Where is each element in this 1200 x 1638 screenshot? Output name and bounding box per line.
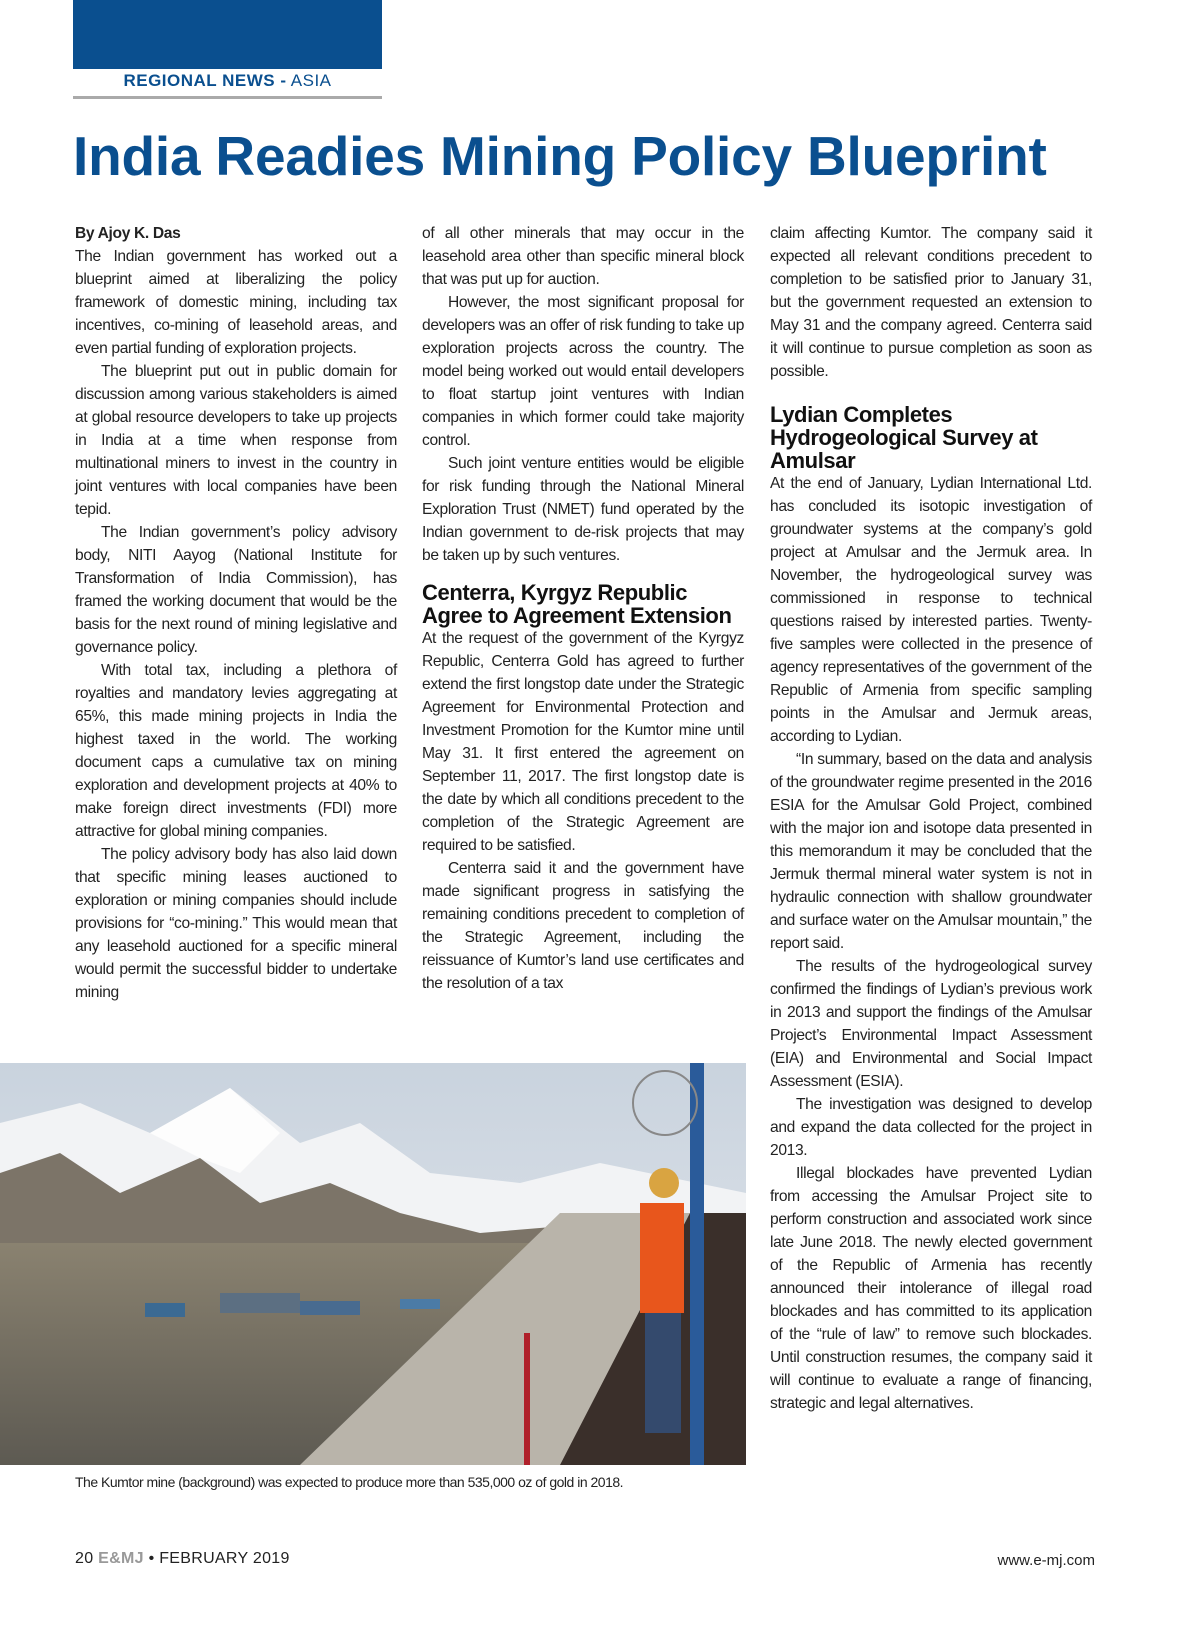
section-region: ASIA <box>290 71 332 90</box>
photo-caption: The Kumtor mine (background) was expected to produce more than 535,000 oz of gold in 2018. <box>75 1474 624 1490</box>
paragraph: Centerra said it and the government have made significant progress in satisfying the remaining conditions precedent to completion of the Strategic Agreement, including the reissuance of Kumtor’s land use certificates and the resolution of a tax <box>422 860 744 992</box>
page-number: 20 <box>75 1550 94 1567</box>
issue-date: • FEBRUARY 2019 <box>148 1550 290 1567</box>
column-3 <box>770 222 1092 1415</box>
paragraph: At the end of January, Lydian International Ltd. has concluded its isotopic investigation of groundwater systems at the company’s gold project at Amulsar and the Jermuk area. In November, the hydrogeological survey was commissioned in response to technical questions raised by interested parties. Twenty-five samples were collected in the presence of agency representatives of the government of the Republic of Armenia from specific sampling points in the Amulsar and Jermuk areas, according to Lydian. <box>770 475 1092 745</box>
paragraph: of all other minerals that may occur in the leasehold area other than specific mineral block that was put up for auction. <box>422 225 744 288</box>
paragraph: “In summary, based on the data and analysis of the groundwater regime presented in the 2016 ESIA for the Amulsar Gold Project, combined with the major ion and isotope data presented in this memorandum it may be concluded that the Jermuk thermal mineral water system is not in hydraulic connection with shallow groundwater and surface water on the Amulsar mountain,” the report said. <box>770 751 1092 952</box>
paragraph: Such joint venture entities would be eligible for risk funding through the National Mineral Exploration Trust (NMET) fund operated by the Indian government to de-risk projects that may be taken up by such ventures. <box>422 455 744 564</box>
paragraph: With total tax, including a plethora of royalties and mandatory levies aggregating at 65%, this made mining projects in India the highest taxed in the world. The working document caps a cumulative tax on mining exploration and development projects at 40% to make foreign direct investments (FDI) more attractive for global mining companies. <box>75 662 397 840</box>
section-name: REGIONAL NEWS - <box>123 71 287 90</box>
kumtor-mine-photo <box>0 1063 746 1465</box>
article-title: India Readies Mining Policy Blueprint <box>73 125 1047 187</box>
column-1 <box>75 222 397 1004</box>
paragraph: The blueprint put out in public domain for discussion among various stakeholders is aimed at global resource developers to take up projects in India at a time when response from multinational miners to invest in the country in joint ventures with local companies have been tepid. <box>75 363 397 518</box>
paragraph: The policy advisory body has also laid down that specific mining leases auctioned to exploration or mining companies should include provisions for “co-mining.” This would mean that any leasehold auctioned for a specific mineral would permit the successful bidder to undertake mining <box>75 846 397 1001</box>
subheading-lydian: Lydian Completes Hydrogeological Survey at Amulsar <box>770 402 1038 473</box>
header-color-bar <box>73 0 382 69</box>
footer-url[interactable]: www.e-mj.com <box>997 1552 1095 1569</box>
paragraph: The investigation was designed to develop and expand the data collected for the project in 2013. <box>770 1096 1092 1159</box>
paragraph: The results of the hydrogeological survey confirmed the findings of Lydian’s previous work in 2013 and support the findings of the Amulsar Project’s Environmental Impact Assessment (EIA) and Environmental and Social Impact Assessment (ESIA). <box>770 958 1092 1090</box>
footer-folio <box>75 1550 290 1568</box>
subheading-centerra: Centerra, Kyrgyz Republic Agree to Agreement Extension <box>422 580 732 628</box>
section-label <box>73 69 382 99</box>
paragraph: However, the most significant proposal for developers was an offer of risk funding to take up exploration projects across the country. The model being worked out would entail developers to float startup joint ventures with Indian companies in which former could take majority control. <box>422 294 745 449</box>
paragraph: Illegal blockades have prevented Lydian from accessing the Amulsar Project site to perform construction and associated work since late June 2018. The newly elected government of the Republic of Armenia has recently announced their intolerance of illegal road blockades and has committed to its application of the “rule of law” to remove such blockades. Until construction resumes, the company said it will continue to evaluate a range of financing, strategic and legal alternatives. <box>770 1165 1092 1412</box>
paragraph: The Indian government’s policy advisory body, NITI Aayog (National Institute for Transformation of India Commission), has framed the working document that would be the basis for the next round of mining legislative and governance policy. <box>75 524 397 656</box>
paragraph: claim affecting Kumtor. The company said it expected all relevant conditions precedent to completion to be satisfied prior to January 31, but the government requested an extension to May 31 and the company agreed. Centerra said it will continue to pursue completion as soon as possible. <box>770 225 1092 380</box>
paragraph: At the request of the government of the Kyrgyz Republic, Centerra Gold has agreed to further extend the first longstop date under the Strategic Agreement for Environmental Protection and Investment Promotion for the Kumtor mine until May 31. It first entered the agreement on September 11, 2017. The first longstop date is the date by which all conditions precedent to the completion of the Strategic Agreement are required to be satisfied. <box>422 630 744 854</box>
column-2 <box>422 222 744 995</box>
paragraph: The Indian government has worked out a blueprint aimed at liberalizing the policy framework of domestic mining, including tax incentives, co-mining of leasehold areas, and even partial funding of exploration projects. <box>75 248 397 357</box>
byline: By Ajoy K. Das <box>75 225 181 242</box>
magazine-brand: E&MJ <box>98 1550 144 1567</box>
